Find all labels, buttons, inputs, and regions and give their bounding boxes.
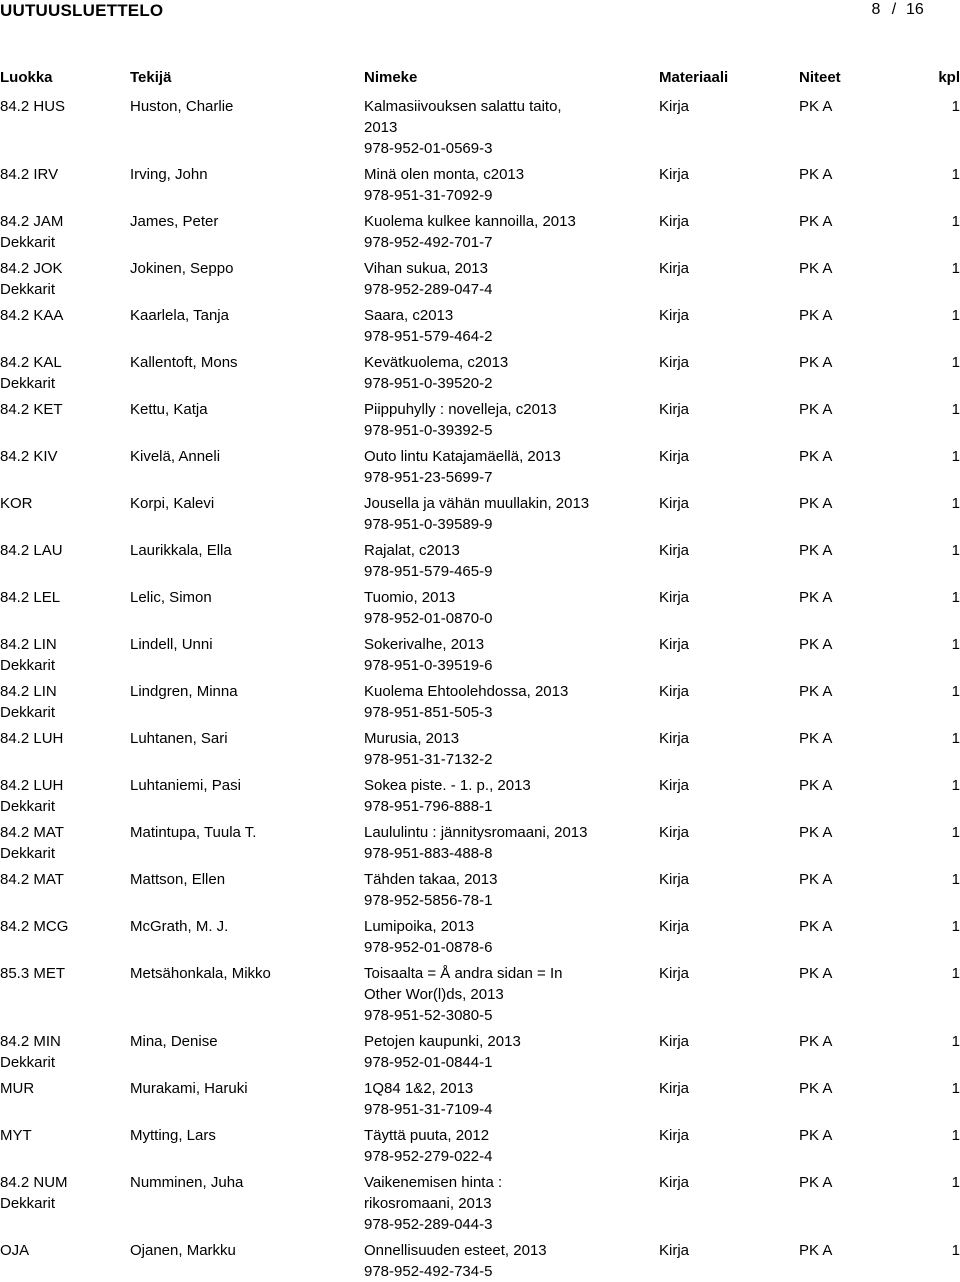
cell-kpl: 1 (951, 589, 960, 606)
cell-materiaali: Kirja (659, 1242, 690, 1259)
cell-luokka-line: Dekkarit (0, 375, 56, 392)
cell-nimeke-line: Tähden takaa, 2013 (364, 871, 498, 888)
cell-luokka (0, 1240, 128, 1261)
cell-materiaali: Kirja (659, 1080, 690, 1097)
cell-kpl: 1 (951, 1127, 960, 1144)
cell-nimeke-line: 978-952-5856-78-1 (364, 892, 493, 909)
cell-kpl: 1 (951, 448, 960, 465)
cell-niteet: PK A (799, 824, 833, 841)
cell-luokka (0, 775, 128, 817)
cell-niteet: PK A (799, 448, 833, 465)
table-header (0, 69, 960, 89)
cell-nimeke-line: 978-951-0-39520-2 (364, 375, 493, 392)
cell-nimeke-line: Petojen kaupunki, 2013 (364, 1033, 521, 1050)
cell-luokka-line: Dekkarit (0, 798, 56, 815)
cell-kpl: 1 (951, 401, 960, 418)
page-separator: / (891, 1, 897, 18)
column-header-kpl: kpl (938, 69, 960, 86)
cell-nimeke-line: Täyttä puuta, 2012 (364, 1127, 490, 1144)
cell-luokka-line: Dekkarit (0, 704, 56, 721)
cell-luokka-line: 84.2 MCG (0, 918, 69, 935)
cell-kpl: 1 (951, 965, 960, 982)
cell-kpl: 1 (951, 542, 960, 559)
cell-nimeke-line: 978-951-883-488-8 (364, 845, 493, 862)
cell-kpl: 1 (951, 1242, 960, 1259)
cell-nimeke-line: 978-951-579-465-9 (364, 563, 493, 580)
cell-nimeke (364, 822, 654, 864)
cell-luokka (0, 211, 128, 253)
cell-luokka (0, 822, 128, 864)
cell-luokka (0, 728, 128, 749)
cell-tekija: Mytting, Lars (130, 1127, 216, 1144)
cell-niteet: PK A (799, 730, 833, 747)
cell-nimeke (364, 305, 654, 347)
cell-luokka-line: 84.2 KAL (0, 354, 62, 371)
page-total: 16 (906, 1, 924, 18)
cell-nimeke (364, 1031, 654, 1073)
cell-nimeke-line: Other Wor(l)ds, 2013 (364, 986, 504, 1003)
cell-niteet: PK A (799, 1174, 833, 1191)
cell-luokka (0, 681, 128, 723)
cell-nimeke-line: 978-951-0-39392-5 (364, 422, 493, 439)
cell-tekija: Luhtaniemi, Pasi (130, 777, 241, 794)
cell-luokka-line: Dekkarit (0, 234, 56, 251)
cell-luokka (0, 540, 128, 561)
cell-tekija: Murakami, Haruki (130, 1080, 248, 1097)
cell-niteet: PK A (799, 166, 833, 183)
cell-nimeke-line: 978-952-289-044-3 (364, 1216, 493, 1233)
cell-kpl: 1 (951, 1033, 960, 1050)
cell-nimeke-line: Piippuhylly : novelleja, c2013 (364, 401, 557, 418)
cell-nimeke-line: Sokea piste. - 1. p., 2013 (364, 777, 531, 794)
cell-nimeke (364, 869, 654, 911)
cell-niteet: PK A (799, 260, 833, 277)
cell-nimeke-line: 978-952-492-701-7 (364, 234, 493, 251)
cell-kpl: 1 (951, 98, 960, 115)
cell-tekija: Mattson, Ellen (130, 871, 226, 888)
cell-kpl: 1 (951, 824, 960, 841)
cell-luokka-line: 84.2 MAT (0, 871, 64, 888)
cell-niteet: PK A (799, 213, 833, 230)
cell-kpl: 1 (951, 683, 960, 700)
cell-niteet: PK A (799, 636, 833, 653)
cell-nimeke-line: 978-951-23-5699-7 (364, 469, 493, 486)
column-header-nimeke: Nimeke (364, 69, 418, 86)
cell-nimeke-line: 978-952-492-734-5 (364, 1263, 493, 1280)
cell-niteet: PK A (799, 683, 833, 700)
cell-nimeke (364, 164, 654, 206)
cell-nimeke (364, 540, 654, 582)
cell-nimeke (364, 1125, 654, 1167)
cell-luokka (0, 399, 128, 420)
cell-tekija: Numminen, Juha (130, 1174, 244, 1191)
cell-luokka-line: 84.2 HUS (0, 98, 66, 115)
cell-nimeke-line: 978-951-579-464-2 (364, 328, 493, 345)
cell-luokka (0, 352, 128, 394)
cell-nimeke (364, 634, 654, 676)
cell-nimeke (364, 258, 654, 300)
cell-materiaali: Kirja (659, 871, 690, 888)
cell-niteet: PK A (799, 871, 833, 888)
cell-nimeke-line: Jousella ja vähän muullakin, 2013 (364, 495, 590, 512)
cell-luokka-line: 84.2 MIN (0, 1033, 61, 1050)
cell-kpl: 1 (951, 871, 960, 888)
cell-nimeke-line: 1Q84 1&2, 2013 (364, 1080, 474, 1097)
cell-nimeke (364, 211, 654, 253)
cell-nimeke (364, 446, 654, 488)
cell-tekija: Mina, Denise (130, 1033, 218, 1050)
cell-luokka-line: Dekkarit (0, 657, 56, 674)
cell-materiaali: Kirja (659, 542, 690, 559)
cell-luokka (0, 1031, 128, 1073)
column-header-luokka: Luokka (0, 69, 53, 86)
cell-materiaali: Kirja (659, 213, 690, 230)
cell-nimeke-line: rikosromaani, 2013 (364, 1195, 492, 1212)
cell-niteet: PK A (799, 1127, 833, 1144)
cell-niteet: PK A (799, 98, 833, 115)
cell-niteet: PK A (799, 1242, 833, 1259)
cell-nimeke-line: 978-952-279-022-4 (364, 1148, 493, 1165)
cell-materiaali: Kirja (659, 965, 690, 982)
cell-nimeke-line: 978-951-52-3080-5 (364, 1007, 493, 1024)
cell-materiaali: Kirja (659, 98, 690, 115)
column-header-materiaali: Materiaali (659, 69, 729, 86)
cell-nimeke (364, 728, 654, 770)
cell-niteet: PK A (799, 777, 833, 794)
cell-nimeke-line: 978-951-851-505-3 (364, 704, 493, 721)
cell-kpl: 1 (951, 777, 960, 794)
cell-luokka (0, 1125, 128, 1146)
cell-luokka (0, 164, 128, 185)
cell-nimeke (364, 399, 654, 441)
cell-luokka-line: MUR (0, 1080, 35, 1097)
cell-nimeke (364, 1078, 654, 1120)
cell-nimeke-line: Kuolema Ehtoolehdossa, 2013 (364, 683, 569, 700)
cell-nimeke-line: Vihan sukua, 2013 (364, 260, 488, 277)
cell-luokka-line: 84.2 LUH (0, 777, 64, 794)
cell-nimeke-line: Sokerivalhe, 2013 (364, 636, 485, 653)
cell-kpl: 1 (951, 918, 960, 935)
cell-materiaali: Kirja (659, 1174, 690, 1191)
cell-nimeke-line: Kalmasiivouksen salattu taito, (364, 98, 562, 115)
cell-nimeke-line: 978-951-0-39589-9 (364, 516, 493, 533)
cell-tekija: Huston, Charlie (130, 98, 234, 115)
cell-luokka-line: 84.2 IRV (0, 166, 59, 183)
cell-niteet: PK A (799, 542, 833, 559)
cell-tekija: Jokinen, Seppo (130, 260, 234, 277)
cell-nimeke (364, 1172, 654, 1235)
cell-tekija: McGrath, M. J. (130, 918, 229, 935)
cell-luokka-line: 84.2 KAA (0, 307, 64, 324)
cell-nimeke-line: 978-952-01-0569-3 (364, 140, 493, 157)
cell-kpl: 1 (951, 166, 960, 183)
cell-nimeke-line: Onnellisuuden esteet, 2013 (364, 1242, 547, 1259)
cell-tekija: Kettu, Katja (130, 401, 208, 418)
cell-nimeke-line: 978-951-796-888-1 (364, 798, 493, 815)
cell-luokka-line: 84.2 NUM (0, 1174, 68, 1191)
cell-luokka-line: 84.2 LAU (0, 542, 63, 559)
cell-materiaali: Kirja (659, 918, 690, 935)
cell-tekija: Kivelä, Anneli (130, 448, 221, 465)
cell-luokka-line: 85.3 MET (0, 965, 66, 982)
cell-kpl: 1 (951, 213, 960, 230)
cell-nimeke (364, 1240, 654, 1282)
cell-luokka (0, 96, 128, 117)
cell-nimeke-line: 978-951-0-39519-6 (364, 657, 493, 674)
cell-nimeke-line: Laululintu : jännitysromaani, 2013 (364, 824, 588, 841)
cell-kpl: 1 (951, 1080, 960, 1097)
cell-nimeke (364, 352, 654, 394)
cell-luokka-line: 84.2 LIN (0, 636, 57, 653)
cell-materiaali: Kirja (659, 260, 690, 277)
cell-luokka-line: KOR (0, 495, 33, 512)
cell-materiaali: Kirja (659, 166, 690, 183)
cell-luokka (0, 634, 128, 676)
cell-niteet: PK A (799, 307, 833, 324)
cell-niteet: PK A (799, 918, 833, 935)
cell-materiaali: Kirja (659, 1127, 690, 1144)
cell-nimeke-line: 2013 (364, 119, 398, 136)
cell-nimeke (364, 587, 654, 629)
cell-materiaali: Kirja (659, 1033, 690, 1050)
cell-nimeke (364, 96, 654, 159)
cell-tekija: Lelic, Simon (130, 589, 212, 606)
cell-luokka (0, 869, 128, 890)
cell-kpl: 1 (951, 354, 960, 371)
cell-materiaali: Kirja (659, 495, 690, 512)
cell-tekija: Korpi, Kalevi (130, 495, 215, 512)
cell-nimeke (364, 681, 654, 723)
cell-tekija: James, Peter (130, 213, 219, 230)
cell-luokka (0, 587, 128, 608)
cell-materiaali: Kirja (659, 401, 690, 418)
cell-tekija: Kallentoft, Mons (130, 354, 238, 371)
cell-nimeke-line: Kuolema kulkee kannoilla, 2013 (364, 213, 576, 230)
cell-luokka (0, 258, 128, 300)
cell-tekija: Laurikkala, Ella (130, 542, 232, 559)
cell-kpl: 1 (951, 730, 960, 747)
cell-luokka-line: 84.2 JOK (0, 260, 63, 277)
cell-nimeke-line: 978-952-01-0844-1 (364, 1054, 493, 1071)
cell-niteet: PK A (799, 401, 833, 418)
cell-luokka-line: Dekkarit (0, 845, 56, 862)
cell-niteet: PK A (799, 589, 833, 606)
cell-niteet: PK A (799, 1080, 833, 1097)
cell-kpl: 1 (951, 636, 960, 653)
cell-luokka (0, 446, 128, 467)
cell-nimeke-line: Minä olen monta, c2013 (364, 166, 525, 183)
cell-luokka-line: 84.2 LIN (0, 683, 57, 700)
cell-luokka-line: 84.2 JAM (0, 213, 64, 230)
page-title: UUTUUSLUETTELO (0, 1, 164, 20)
cell-kpl: 1 (951, 307, 960, 324)
cell-materiaali: Kirja (659, 307, 690, 324)
cell-luokka (0, 1172, 128, 1214)
cell-luokka (0, 963, 128, 984)
cell-materiaali: Kirja (659, 448, 690, 465)
cell-nimeke (364, 775, 654, 817)
cell-kpl: 1 (951, 1174, 960, 1191)
column-header-niteet: Niteet (799, 69, 841, 86)
cell-luokka-line: 84.2 MAT (0, 824, 64, 841)
cell-nimeke-line: 978-952-01-0878-6 (364, 939, 493, 956)
cell-nimeke-line: Rajalat, c2013 (364, 542, 460, 559)
cell-nimeke (364, 963, 654, 1026)
cell-luokka-line: 84.2 LEL (0, 589, 61, 606)
cell-nimeke-line: Saara, c2013 (364, 307, 454, 324)
cell-tekija: Matintupa, Tuula T. (130, 824, 257, 841)
cell-nimeke-line: 978-951-31-7092-9 (364, 187, 493, 204)
cell-luokka-line: 84.2 KET (0, 401, 63, 418)
cell-kpl: 1 (951, 260, 960, 277)
cell-kpl: 1 (951, 495, 960, 512)
cell-luokka (0, 916, 128, 937)
cell-nimeke-line: 978-952-289-047-4 (364, 281, 493, 298)
cell-luokka-line: Dekkarit (0, 281, 56, 298)
cell-luokka (0, 493, 128, 514)
cell-materiaali: Kirja (659, 824, 690, 841)
cell-materiaali: Kirja (659, 636, 690, 653)
cell-nimeke-line: 978-951-31-7109-4 (364, 1101, 493, 1118)
page-current: 8 (871, 1, 881, 18)
cell-tekija: Lindell, Unni (130, 636, 213, 653)
cell-tekija: Ojanen, Markku (130, 1242, 236, 1259)
cell-niteet: PK A (799, 495, 833, 512)
cell-luokka-line: MYT (0, 1127, 32, 1144)
cell-tekija: Kaarlela, Tanja (130, 307, 229, 324)
cell-luokka-line: Dekkarit (0, 1195, 56, 1212)
cell-materiaali: Kirja (659, 683, 690, 700)
cell-nimeke (364, 916, 654, 958)
cell-nimeke-line: 978-951-31-7132-2 (364, 751, 493, 768)
cell-nimeke-line: Murusia, 2013 (364, 730, 460, 747)
cell-nimeke-line: Lumipoika, 2013 (364, 918, 475, 935)
cell-nimeke-line: 978-952-01-0870-0 (364, 610, 493, 627)
cell-niteet: PK A (799, 965, 833, 982)
cell-nimeke-line: Kevätkuolema, c2013 (364, 354, 509, 371)
cell-materiaali: Kirja (659, 730, 690, 747)
cell-niteet: PK A (799, 354, 833, 371)
cell-niteet: PK A (799, 1033, 833, 1050)
cell-nimeke (364, 493, 654, 535)
cell-luokka (0, 305, 128, 326)
cell-tekija: Metsähonkala, Mikko (130, 965, 271, 982)
cell-luokka-line: 84.2 LUH (0, 730, 64, 747)
cell-nimeke-line: Vaikenemisen hinta : (364, 1174, 503, 1191)
cell-luokka (0, 1078, 128, 1099)
cell-nimeke-line: Tuomio, 2013 (364, 589, 456, 606)
cell-tekija: Luhtanen, Sari (130, 730, 228, 747)
cell-nimeke-line: Outo lintu Katajamäellä, 2013 (364, 448, 561, 465)
cell-luokka-line: 84.2 KIV (0, 448, 58, 465)
page-number (870, 1, 960, 19)
cell-luokka-line: Dekkarit (0, 1054, 56, 1071)
cell-materiaali: Kirja (659, 777, 690, 794)
cell-materiaali: Kirja (659, 354, 690, 371)
cell-tekija: Lindgren, Minna (130, 683, 238, 700)
cell-luokka-line: OJA (0, 1242, 30, 1259)
cell-materiaali: Kirja (659, 589, 690, 606)
cell-tekija: Irving, John (130, 166, 208, 183)
cell-nimeke-line: Toisaalta = Å andra sidan = In (364, 965, 563, 982)
column-header-tekija: Tekijä (130, 69, 172, 86)
